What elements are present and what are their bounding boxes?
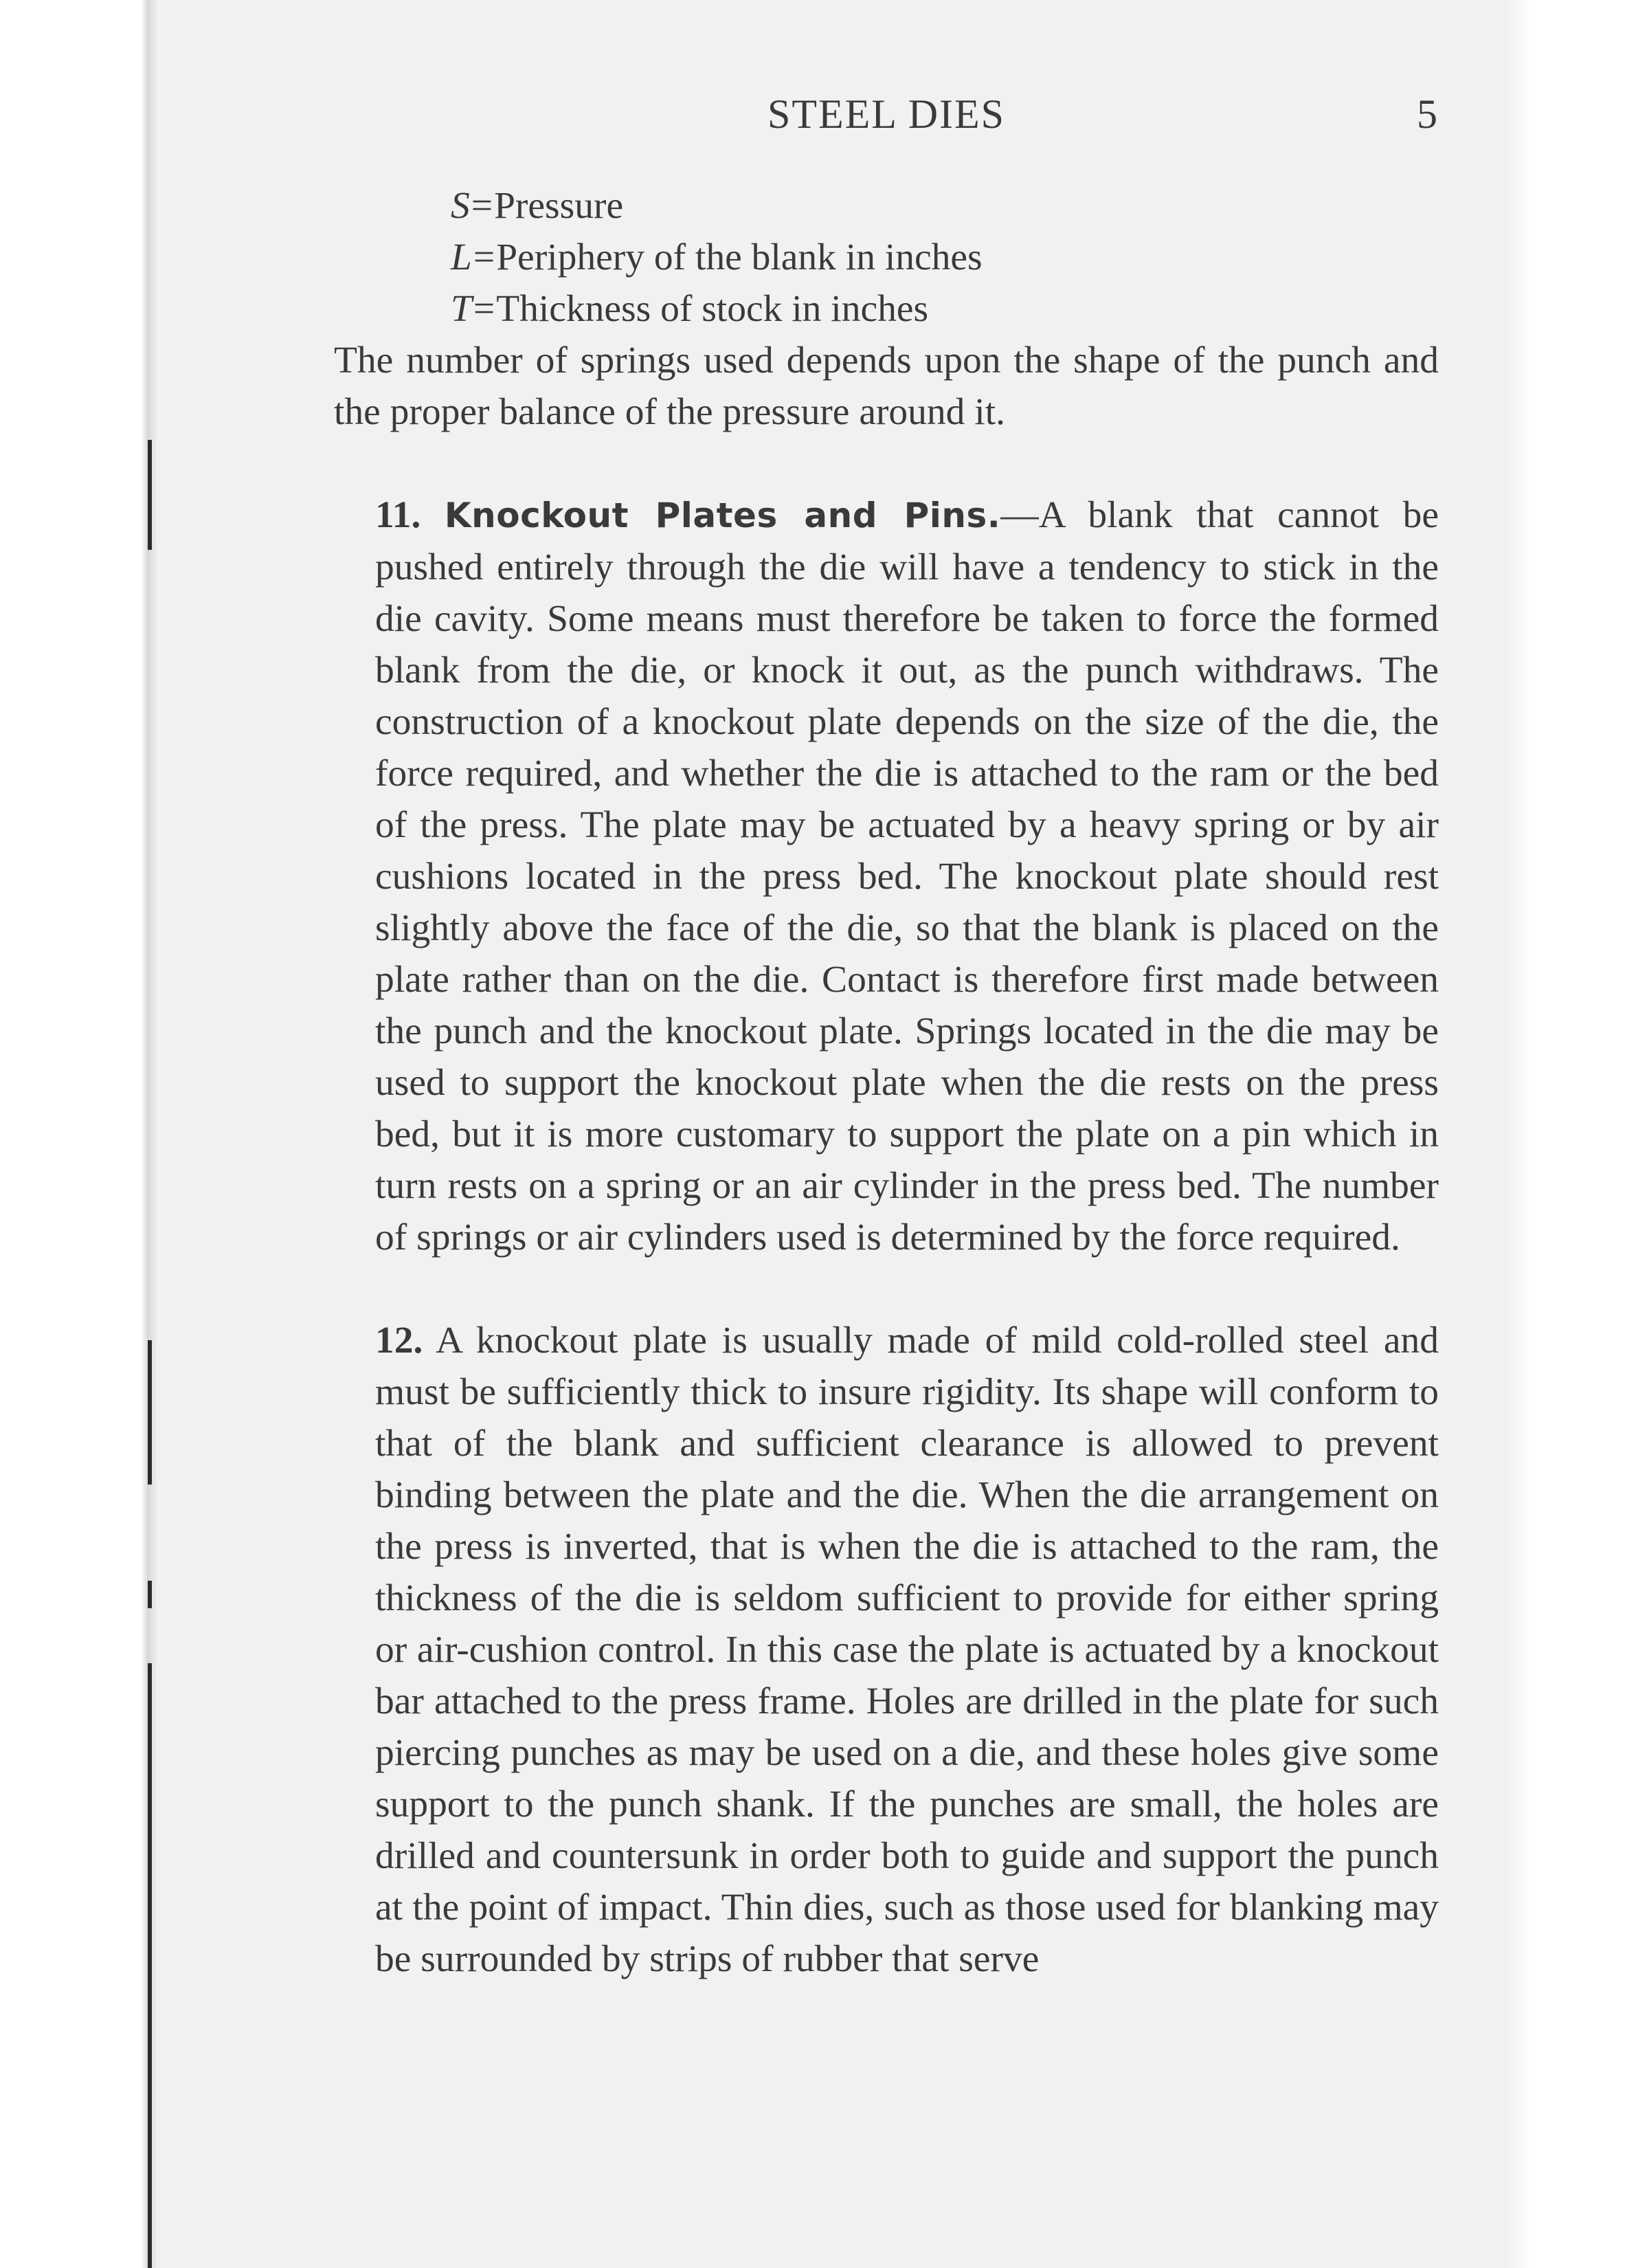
formula-meaning: Pressure [494, 185, 624, 227]
paragraph-text: A knockout plate is usually made of mild cold-rolled steel and must be sufficiently thick to insure rigidity. Its shape will conform to that of the blank and sufficient clearance is allowed to prevent binding between the plate and the die. When the die arrangement on the press is inverted, that is when the die is attached to the ram, the thickness of the die is seldom sufficient to provide for either spring or air-cushion control. In this case the plate is actuated by a knockout bar attached to the press frame. Holes are drilled in the plate for such piercing punches as may be used on a die, and these holes give some support to the punch shank. If the punches are small, the holes are drilled and countersunk in order both to guide and support the punch at the point of impact. Thin dies, such as those used for blanking may be surrounded by strips of rubber that serve [375, 1320, 1439, 1980]
formula-symbol: S [451, 185, 470, 227]
paragraph-number: 12. [375, 1320, 423, 1361]
paragraph-spacer [334, 1263, 1439, 1315]
spine-edge-mark [148, 1340, 152, 1485]
page-header [334, 81, 1439, 147]
springs-paragraph: The number of springs used depends upon the shape of the punch and the proper balance of the pressure around it. [334, 340, 1439, 433]
section-heading: Knockout Plates and Pins. [444, 496, 1001, 535]
page-number: 5 [1417, 91, 1439, 137]
spine-edge-mark [148, 440, 152, 550]
book-page [334, 0, 1439, 2268]
formula-legend [451, 180, 1439, 335]
equals-sign: = [473, 288, 495, 330]
spine-edge-mark [148, 1663, 152, 2268]
formula-legend-item [451, 232, 1439, 283]
formula-meaning: Periphery of the blank in inches [496, 236, 983, 278]
paragraph-text: —A blank that cannot be pushed entirely through the die will have a tendency to stick in the die cavity. Some means must therefore be taken to force the formed blank from the die, or knock it out, as the punch withdraws. The construction of a knockout plate depends on the size of the die, the force required, and whether the die is attached to the ram or the bed of the press. The plate may be actuated by a heavy spring or by air cushions located in the press bed. The knockout plate should rest slightly above the face of the die, so that the blank is placed on the plate rather than on the die. Contact is therefore first made between the punch and the knockout plate. Springs located in the die may be used to support the knockout plate when the die rests on the press bed, but it is more customary to support the plate on a pin which in turn rests on a spring or an air cylinder in the press bed. The number of springs or air cylinders used is determined by the force required. [375, 494, 1439, 1258]
scan-margin-shadow [0, 0, 157, 2268]
formula-meaning: Thickness of stock in inches [496, 288, 929, 330]
paragraph-spacer [334, 438, 1439, 489]
formula-symbol: L [451, 236, 472, 278]
spine-edge-mark [148, 1581, 152, 1608]
running-head: STEEL DIES [767, 91, 1006, 137]
page-right-edge [1505, 0, 1649, 2268]
formula-legend-item [451, 180, 1439, 232]
formula-symbol: T [451, 288, 472, 330]
paragraph-12 [334, 1315, 1439, 1985]
equals-sign: = [471, 185, 493, 227]
page-body [334, 180, 1439, 1985]
formula-legend-item [451, 283, 1439, 335]
paragraph-number: 11. [375, 494, 421, 536]
paragraph-11 [334, 489, 1439, 1263]
equals-sign: = [473, 236, 495, 278]
